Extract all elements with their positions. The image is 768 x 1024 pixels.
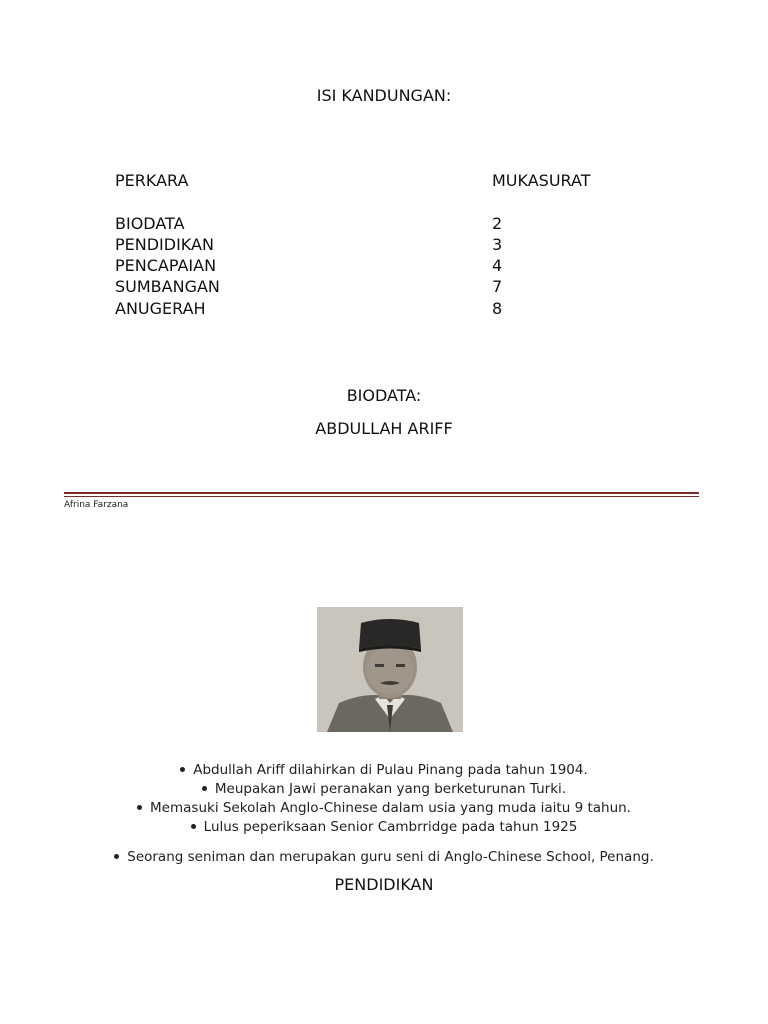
footer-divider [64,492,699,494]
footer-divider-thin [64,496,699,497]
toc-item: SUMBANGAN [115,277,220,296]
contents-title: ISI KANDUNGAN: [316,86,452,105]
toc-row [115,298,635,319]
toc-page: 4 [492,256,503,275]
toc-row [115,276,635,297]
toc-item: PENCAPAIAN [115,256,217,275]
toc-header-item: PERKARA [115,171,189,190]
toc-row [115,213,635,234]
toc-page: 2 [492,214,503,233]
list-item [0,847,768,867]
toc-page: 8 [492,299,503,318]
list-item-text: Meupakan Jawi peranakan yang berketurunan Turki. [214,781,567,797]
list-item [0,779,768,799]
list-item [0,798,768,818]
toc-header [115,170,635,191]
toc-item: BIODATA [115,214,185,233]
toc-item: PENDIDIKAN [115,235,214,254]
list-item [0,760,768,780]
bullet-dot-icon [114,854,119,859]
toc-row [115,255,635,276]
portrait-image [317,607,463,732]
toc-header-page: MUKASURAT [492,171,591,190]
toc-item: ANUGERAH [115,299,206,318]
toc-page: 7 [492,277,503,296]
toc-row [115,234,635,255]
footer-author: Afrina Farzana [64,500,129,510]
toc-page: 3 [492,235,503,254]
list-item-text: Seorang seniman dan merupakan guru seni di Anglo-Chinese School, Penang. [127,849,654,865]
biodata-title: BIODATA: [346,386,422,405]
list-item-text: Lulus peperiksaan Senior Cambrridge pada tahun 1925 [203,819,578,835]
section-heading-pendidikan: PENDIDIKAN [334,875,434,894]
portrait-photo [317,607,463,732]
bullet-dot-icon [180,767,185,772]
list-item-text: Memasuki Sekolah Anglo-Chinese dalam usia yang muda iaitu 9 tahun. [150,800,631,816]
person-name: ABDULLAH ARIFF [315,419,453,438]
list-item [0,817,768,837]
bullet-dot-icon [191,824,196,829]
list-item-text: Abdullah Ariff dilahirkan di Pulau Pinang pada tahun 1904. [193,762,588,778]
bullet-dot-icon [137,805,142,810]
bullet-dot-icon [202,786,207,791]
